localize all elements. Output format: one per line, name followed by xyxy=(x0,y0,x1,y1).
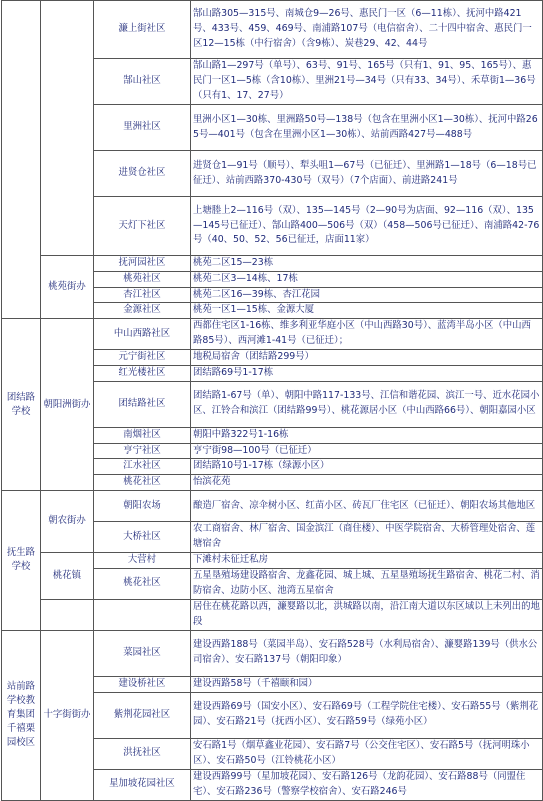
school-cell: 站前路学校教育集团千禧栗园校区 xyxy=(2,630,41,800)
range-cell: 西都住宅区1-16栋、维多利亚华庭小区（中山西路30号）、蓝湾半岛小区（中山西路85号）、西河滩1-41号（已征迁）； xyxy=(191,319,543,350)
range-cell: 团结路69号1-17栋 xyxy=(191,365,543,381)
community-cell: 元宁街社区 xyxy=(94,350,191,366)
community-cell: 菜园社区 xyxy=(94,630,191,676)
community-cell: 杏江社区 xyxy=(94,287,191,303)
community-cell: 江水社区 xyxy=(94,459,191,475)
street-cell: 桃花镇 xyxy=(41,552,94,599)
table-row xyxy=(2,552,543,568)
table-row xyxy=(2,256,543,272)
community-cell: 红光楼社区 xyxy=(94,365,191,381)
community-cell: 进贤仓社区 xyxy=(94,151,191,197)
range-cell: 郜山路1—297号（单号）、63号、91号、165号（只有1、91、95、165号）、惠民门一区1—5栋（含10栋）、里洲21号—34号（只有33、34号）、禾草街1—36号（只有1、17、27号） xyxy=(191,59,543,105)
range-cell: 居住在桃花路以西，濂婴路以北，洪城路以南，沿江南大道以东区域以上未列出的地段 xyxy=(191,599,543,630)
range-cell: 桃苑一区1—15栋、金源大厦 xyxy=(191,303,543,319)
community-cell: 桃苑社区 xyxy=(94,271,191,287)
range-cell: 桃苑二区15—23栋 xyxy=(191,256,543,272)
community-cell: 大桥社区 xyxy=(94,521,191,552)
range-cell: 地税局宿舍（团结路299号） xyxy=(191,350,543,366)
range-cell: 亨宁街98—100号（已征迁） xyxy=(191,443,543,459)
table-row xyxy=(2,1,543,59)
table-row xyxy=(2,319,543,350)
range-cell: 五星垦殖场建设路宿舍、龙鑫花园、城上城、五星垦殖场抚生路宿舍、桃花二村、消防宿舍、边防小区、池湾五星宿舍 xyxy=(191,568,543,599)
community-cell: 大营村 xyxy=(94,552,191,568)
community-cell: 桃花社区 xyxy=(94,568,191,599)
range-cell: 建设西路188号（菜园半岛）、安石路528号（水利局宿舍）、濂婴路139号（供水公司宿舍）、安石路137号（朝阳印象） xyxy=(191,630,543,676)
community-cell: 朝阳农场 xyxy=(94,490,191,521)
range-cell: 团结路10号1-17栋（绿源小区） xyxy=(191,459,543,475)
range-cell: 建设西路69号（国安小区）、安石路69号（工程学院住宅楼）、安石路55号（紫荆花园）、安石路21号（抚西小区）、安石路59号（绿苑小区） xyxy=(191,692,543,738)
range-cell: 团结路1-67号（单）、朝阳中路117-133号、江信和谐花园、滨江一号、近水花园小区、江铃合和滨江（团结路99号）、桃花源居小区（中山西路66号）、朝阳嘉园小区 xyxy=(191,381,543,427)
street-cell: 桃苑街办 xyxy=(41,256,94,319)
community-cell: 中山西路社区 xyxy=(94,319,191,350)
range-cell: 桃苑二区3—14栋、17栋 xyxy=(191,271,543,287)
range-cell: 下滩村未征迁私房 xyxy=(191,552,543,568)
street-cell: 朝农街办 xyxy=(41,490,94,552)
community-cell: 团结路社区 xyxy=(94,381,191,427)
range-cell: 里洲小区1—30栋、里洲路50号—138号（包含在里洲小区1—30栋）、抚河中路265号—401号（包含在里洲小区1—30栋）、站前西路427号—488号 xyxy=(191,105,543,151)
range-cell: 郜山路305—315号、南城仓9—26号、惠民门一区（6—11栋）、抚河中路421号、433号、459、469号、南浦路107号（电信宿舍）、二十四中宿舍、惠民门一区12—15栋（中行宿舍）（含9栋）、炭巷29、42、44号 xyxy=(191,1,543,59)
community-cell: 郜山社区 xyxy=(94,59,191,105)
street-cell: 十字街街办 xyxy=(41,630,94,800)
community-cell: 濂上街社区 xyxy=(94,1,191,59)
range-cell: 进贤仓1—91号（顺号）、犁头咀1—67号（已征迁）、里洲路1—18号（6—18号已征迁）、站前西路370-430号（双号）（7个店面）、前进路241号 xyxy=(191,151,543,197)
community-cell: 南烟社区 xyxy=(94,427,191,443)
school-cell: 抚生路学校 xyxy=(2,490,41,630)
range-cell: 上塘塍上2—116号（双）、135—145号（2—90号为店面、92—116（双）、135—145号已征迁）、郜山路400—506号（双）（458—506号已征迁）、南浦路42-76号（40、50、52、56已征迁，店面11家） xyxy=(191,197,543,256)
community-cell: 里洲社区 xyxy=(94,105,191,151)
community-cell: 金源社区 xyxy=(94,303,191,319)
table-row xyxy=(2,490,543,521)
school-cell xyxy=(2,1,41,319)
range-cell: 酿造厂宿舍、凉伞树小区、红苗小区、砖瓦厂住宅区（已征迁）、朝阳农场其他地区 xyxy=(191,490,543,521)
street-cell: 朝阳洲街办 xyxy=(41,319,94,491)
community-cell: 亨宁社区 xyxy=(94,443,191,459)
community-cell: 紫荆花园社区 xyxy=(94,692,191,738)
blank-cell xyxy=(41,599,94,630)
community-cell: 抚河园社区 xyxy=(94,256,191,272)
community-cell: 洪抚社区 xyxy=(94,738,191,769)
table-row xyxy=(2,599,543,630)
community-cell: 星加坡花园社区 xyxy=(94,769,191,800)
range-cell: 朝阳中路322号1-16栋 xyxy=(191,427,543,443)
community-cell: 建设桥社区 xyxy=(94,676,191,692)
community-cell: 天灯下社区 xyxy=(94,197,191,256)
community-cell: 桃花社区 xyxy=(94,475,191,491)
range-cell: 农工商宿舍、林厂宿舍、国金滨江（商住楼）、中医学院宿舍、大桥管理处宿舍、莲塘宿舍 xyxy=(191,521,543,552)
street-cell xyxy=(41,1,94,256)
range-cell: 安石路1号（烟草鑫业花园）、安石路7号（公交住宅区）、安石路5号（抚河明珠小区）、安石路50号（江铃桃花小区） xyxy=(191,738,543,769)
table-row xyxy=(2,630,543,676)
community-cell xyxy=(94,599,191,630)
range-cell: 建设西路58号（千禧颐和园） xyxy=(191,676,543,692)
school-district-table xyxy=(1,0,543,801)
range-cell: 建设西路99号（星加坡花园）、安石路126号（龙韵花园）、安石路88号（同盟住宅）、安石路236号（警察学校宿舍）、安石路246号 xyxy=(191,769,543,800)
school-cell: 团结路学校 xyxy=(2,319,41,491)
range-cell: 怡滨花苑 xyxy=(191,475,543,491)
range-cell: 桃苑二区16—39栋、杏江花园 xyxy=(191,287,543,303)
